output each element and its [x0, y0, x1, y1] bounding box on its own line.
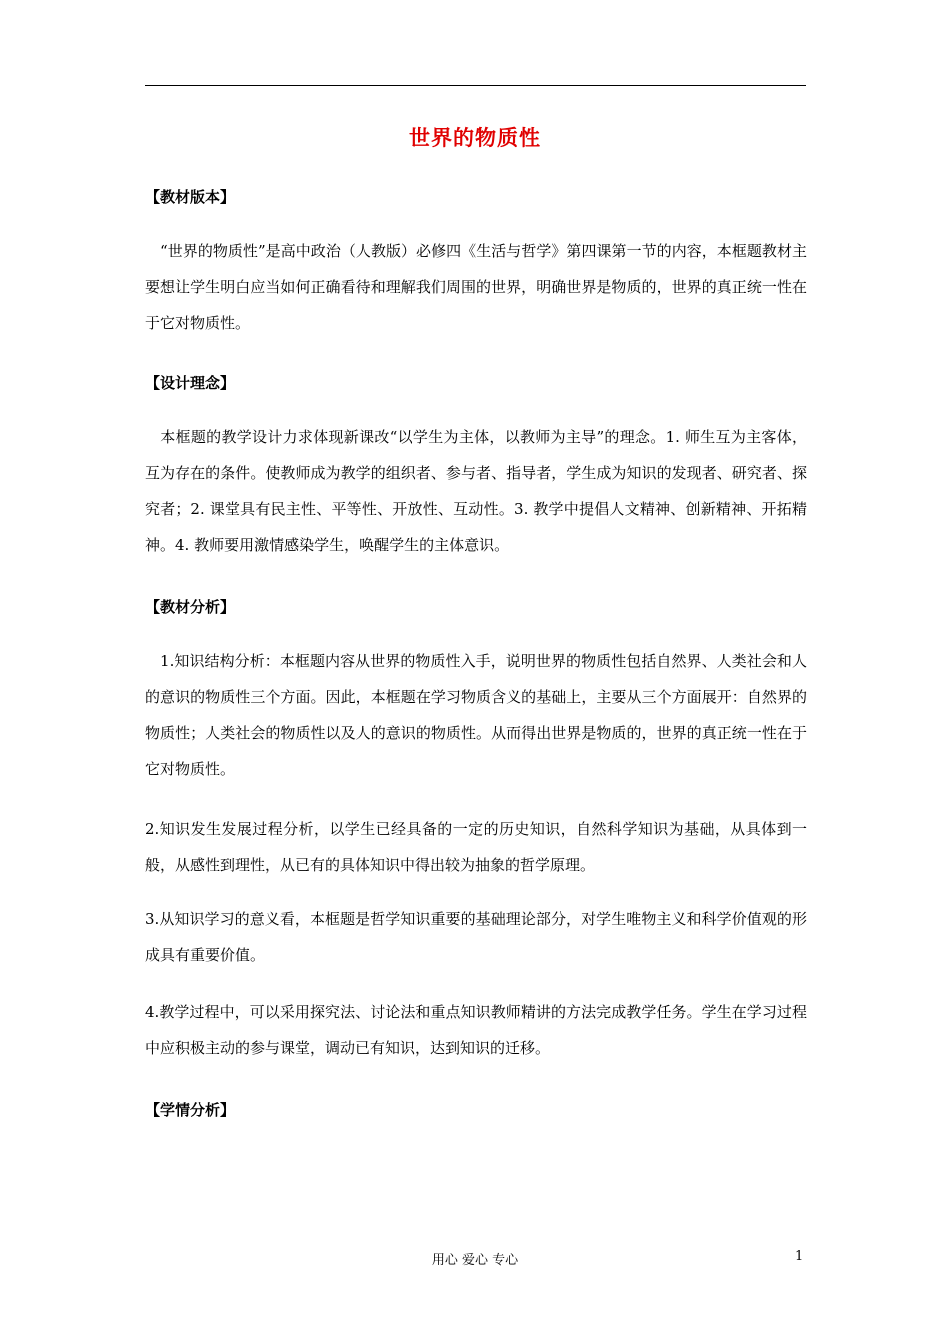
paragraph-analysis-2: 2.知识发生发展过程分析，以学生已经具备的一定的历史知识，自然科学知识为基础，从具体到一般，从感性到理性，从已有的具体知识中得出较为抽象的哲学原理。: [145, 820, 807, 874]
section-heading-edition: 【教材版本】: [145, 188, 236, 206]
paragraph-analysis-4: 4.教学过程中，可以采用探究法、讨论法和重点知识教师精讲的方法完成教学任务。学生在学习过程中应积极主动的参与课堂，调动已有知识，达到知识的迁移。: [145, 1003, 807, 1057]
section-heading-learner: 【学情分析】: [145, 1101, 236, 1119]
section-heading-analysis: 【教材分析】: [145, 598, 236, 616]
document-title: 世界的物质性: [409, 126, 541, 150]
paragraph-analysis-1: 1.知识结构分析：本框题内容从世界的物质性入手，说明世界的物质性包括自然界、人类社会和人的意识的物质性三个方面。因此，本框题在学习物质含义的基础上，主要从三个方面展开：自然界的物质性；人类社会的物质性以及人的意识的物质性。从而得出世界是物质的，世界的真正统一性在于它对物质性。: [145, 652, 807, 778]
paragraph-analysis-3: 3.从知识学习的意义看，本框题是哲学知识重要的基础理论部分，对学生唯物主义和科学价值观的形成具有重要价值。: [145, 910, 807, 964]
page-number: 1: [795, 1249, 804, 1264]
paragraph-design: 本框题的教学设计力求体现新课改“以学生为主体，以教师为主导”的理念。1. 师生互为主客体，互为存在的条件。使教师成为教学的组织者、参与者、指导者，学生成为知识的发现者、研究者、探究者；2. 课堂具有民主性、平等性、开放性、互动性。3. 教学中提倡人文精神、创新精神、开拓精神。4. 教师要用激情感染学生，唤醒学生的主体意识。: [145, 428, 807, 554]
footer-slogan: 用心 爱心 专心: [431, 1253, 519, 1268]
section-heading-design: 【设计理念】: [145, 374, 236, 392]
paragraph-edition: “世界的物质性”是高中政治（人教版）必修四《生活与哲学》第四课第一节的内容，本框题教材主要想让学生明白应当如何正确看待和理解我们周围的世界，明确世界是物质的，世界的真正统一性在于它对物质性。: [145, 242, 807, 332]
header-rule: [145, 85, 806, 86]
